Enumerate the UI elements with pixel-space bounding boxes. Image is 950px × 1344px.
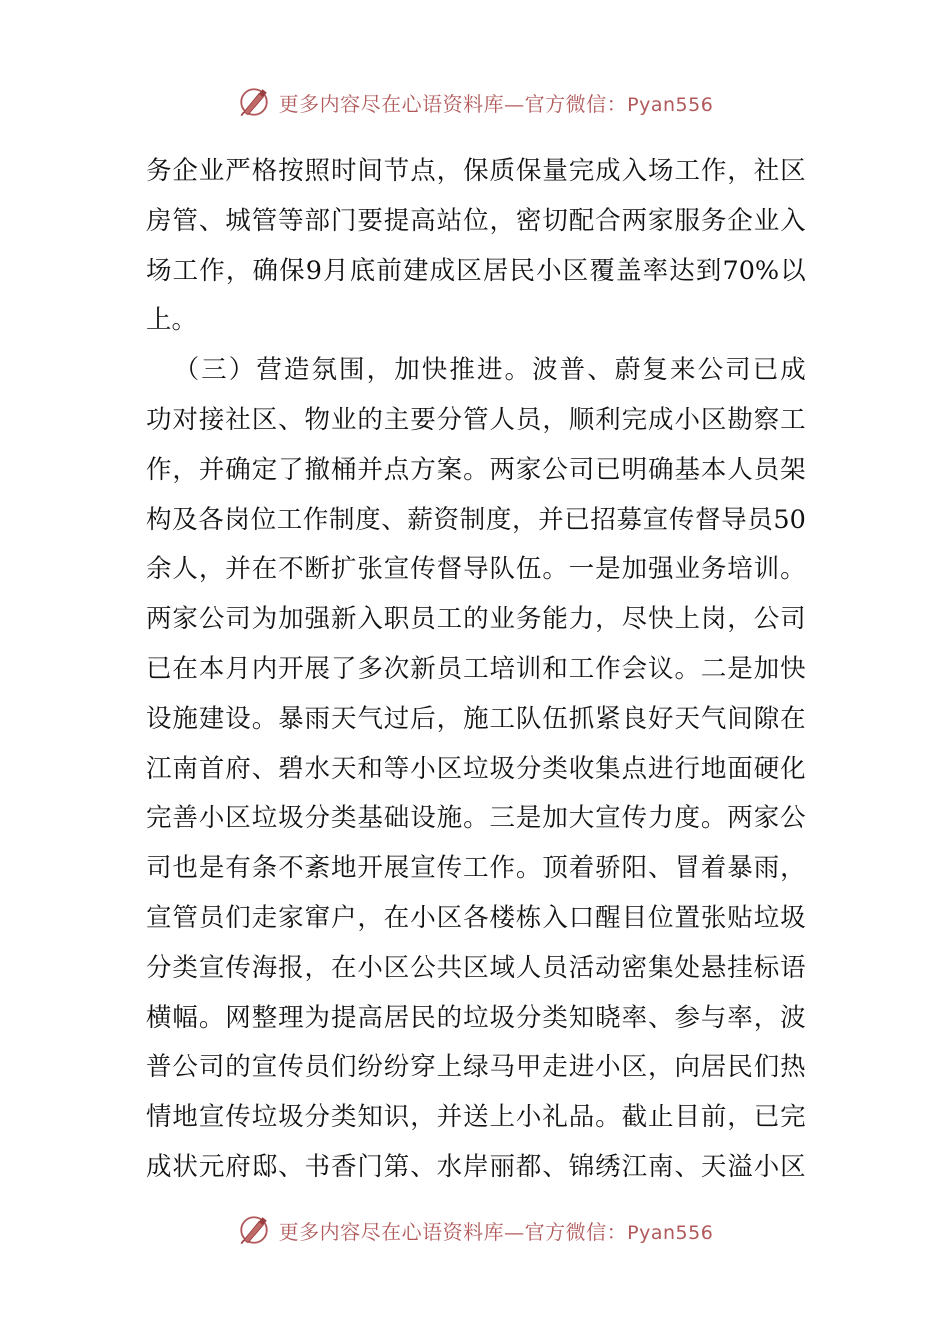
watermark-text: 更多内容尽在心语资料库—官方微信：Pyan556 <box>278 1219 714 1244</box>
text-line: 分 类 宣 传 海 报 ， 在 小 区 公 共 区 域 人 员 活 动 密 集 处 悬 挂 标 语 <box>146 952 806 983</box>
pen-nib-icon <box>237 1213 271 1247</box>
pen-nib-icon <box>237 85 271 119</box>
text-line: 横 幅 。 网 整 理 为 提 高 居 民 的 垃 圾 分 类 知 晓 率 、 参 与 率 ， 波 <box>146 1002 806 1033</box>
text-line: 普 公 司 的 宣 传 员 们 纷 纷 穿 上 绿 马 甲 走 进 小 区 ， 向 居 民 们 热 <box>146 1052 806 1083</box>
text-line: 构 及 各 岗 位 工 作 制 度 、 薪 资 制 度 ， 并 已 招 募 宣 传 督 导 员 50 <box>146 504 806 535</box>
text-line: 江 南 首 府 、 碧 水 天 和 等 小 区 垃 圾 分 类 收 集 点 进 行 地 面 硬 化 <box>146 753 806 784</box>
text-line: 情 地 宣 传 垃 圾 分 类 知 识 ， 并 送 上 小 礼 品 。 截 止 目 前 ， 已 完 <box>146 1102 806 1133</box>
text-line: 已 在 本 月 内 开 展 了 多 次 新 员 工 培 训 和 工 作 会 议 。 二 是 加 快 <box>146 653 806 684</box>
text-line: 上。 <box>146 305 198 336</box>
document-body <box>146 147 806 1193</box>
text-line: 作 ， 并 确 定 了 撤 桶 并 点 方 案 。 两 家 公 司 已 明 确 基 本 人 员 架 <box>146 454 806 485</box>
text-line: 宣 管 员 们 走 家 窜 户 ， 在 小 区 各 楼 栋 入 口 醒 目 位 置 张 贴 垃 圾 <box>146 902 806 933</box>
text-line: 司 也 是 有 条 不 紊 地 开 展 宣 传 工 作 。 顶 着 骄 阳 、 冒 着 暴 雨 ， <box>146 853 806 884</box>
text-line: 务 企 业 严 格 按 照 时 间 节 点 ， 保 质 保 量 完 成 入 场 工 作 ， 社 区 <box>146 156 806 186</box>
text-line: 功 对 接 社 区 、 物 业 的 主 要 分 管 人 员 ， 顺 利 完 成 小 区 勘 察 工 <box>146 404 806 435</box>
footer-watermark <box>0 1210 950 1250</box>
text-line: 完 善 小 区 垃 圾 分 类 基 础 设 施 。 三 是 加 大 宣 传 力 度 。 两 家 公 <box>146 803 806 834</box>
text-line: 成 状 元 府 邸 、 书 香 门 第 、 水 岸 丽 都 、 锦 绣 江 南 、 天 溢 小 区 <box>146 1151 806 1182</box>
text-line: 两 家 公 司 为 加 强 新 入 职 员 工 的 业 务 能 力 ， 尽 快 上 岗 ， 公 司 <box>146 604 806 635</box>
text-line: 场 工 作 ， 确 保 9 月 底 前 建 成 区 居 民 小 区 覆 盖 率 达 到 70% 以 <box>146 255 806 286</box>
header-watermark <box>0 82 950 122</box>
text-line: 设 施 建 设 。 暴 雨 天 气 过 后 ， 施 工 队 伍 抓 紧 良 好 天 气 间 隙 在 <box>146 703 806 734</box>
text-line: 余 人 ， 并 在 不 断 扩 张 宣 传 督 导 队 伍 。 一 是 加 强 业 务 培 训 。 <box>146 554 806 585</box>
text-line: 房 管 、 城 管 等 部 门 要 提 高 站 位 ， 密 切 配 合 两 家 服 务 企 业 入 <box>146 205 806 236</box>
text-line: （ 三 ） 营 造 氛 围 ， 加 快 推 进 。 波 普 、 蔚 复 来 公 司 已 成 <box>173 355 806 386</box>
watermark-text: 更多内容尽在心语资料库—官方微信：Pyan556 <box>278 91 714 116</box>
